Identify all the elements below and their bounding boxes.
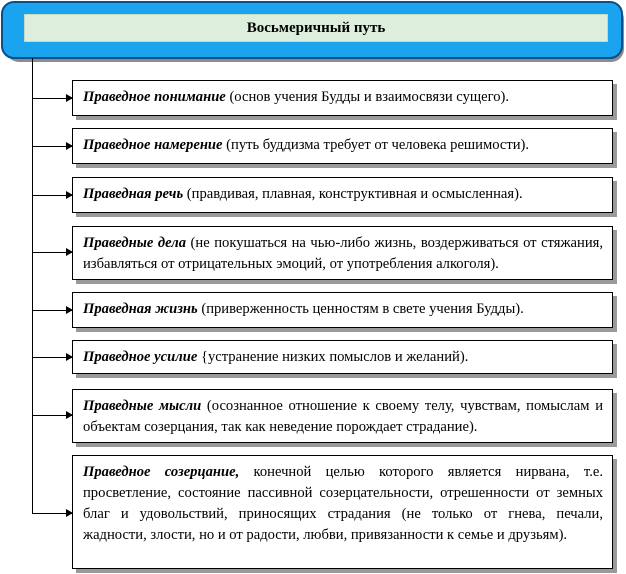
- path-item-7: [72, 389, 613, 443]
- connector-arrow-4: [32, 252, 72, 253]
- connector-arrow-7: [32, 415, 72, 416]
- connector-spine: [32, 58, 33, 514]
- path-item-6: [72, 340, 613, 374]
- path-item-desc: (путь буддизма требует от человека решимости).: [222, 137, 530, 153]
- diagram-title: Восьмеричный путь: [24, 14, 608, 42]
- path-item-term: Праведное созерцание,: [83, 464, 240, 480]
- path-item-term: Праведное намерение: [83, 137, 223, 153]
- path-item-term: Праведное понимание: [83, 89, 226, 105]
- path-item-desc: (основ учения Будды и взаимосвязи сущего).: [225, 89, 510, 105]
- path-item-term: Праведные мысли: [83, 398, 202, 414]
- connector-arrow-8: [32, 513, 72, 514]
- connector-arrow-5: [32, 310, 72, 311]
- path-item-desc: {устранение низких помыслов и желаний).: [197, 349, 469, 365]
- path-item-desc: (приверженность ценностям в свете учения Будды).: [197, 301, 524, 317]
- path-item-3: [72, 177, 613, 213]
- path-item-4: [72, 226, 613, 280]
- path-item-8: [72, 455, 613, 569]
- path-item-term: Праведная жизнь: [83, 301, 198, 317]
- connector-arrow-2: [32, 146, 72, 147]
- path-item-term: Праведное усилие: [83, 349, 198, 365]
- path-item-desc: (не покушаться на чью-либо жизнь, воздерживаться от стяжания, избавляться от отрицательных эмоций, от употребления алкоголя).: [83, 235, 604, 272]
- diagram-header: [1, 1, 623, 59]
- connector-arrow-6: [32, 357, 72, 358]
- path-item-desc: конечной целью которого является нирвана, т.е. просветление, состояние пассивной созерцательности, отрешенности от земных благ и удовольствий, приносящих страдания (не только от гнева, печали, жадности, злости, но и от радости, любви, привязанности к семье и друзьям).: [83, 464, 603, 543]
- path-item-term: Праведная речь: [83, 186, 184, 202]
- path-item-term: Праведные дела: [83, 235, 187, 251]
- path-item-desc: (осознанное отношение к своему телу, чувствам, помыслам и объектам созерцания, так как неведение порождает страдание).: [83, 398, 604, 435]
- connector-arrow-1: [32, 98, 72, 99]
- path-item-5: [72, 292, 613, 328]
- path-item-desc: (правдивая, плавная, конструктивная и осмысленная).: [183, 186, 523, 202]
- path-item-2: [72, 128, 613, 164]
- connector-arrow-3: [32, 195, 72, 196]
- path-item-1: [72, 80, 613, 116]
